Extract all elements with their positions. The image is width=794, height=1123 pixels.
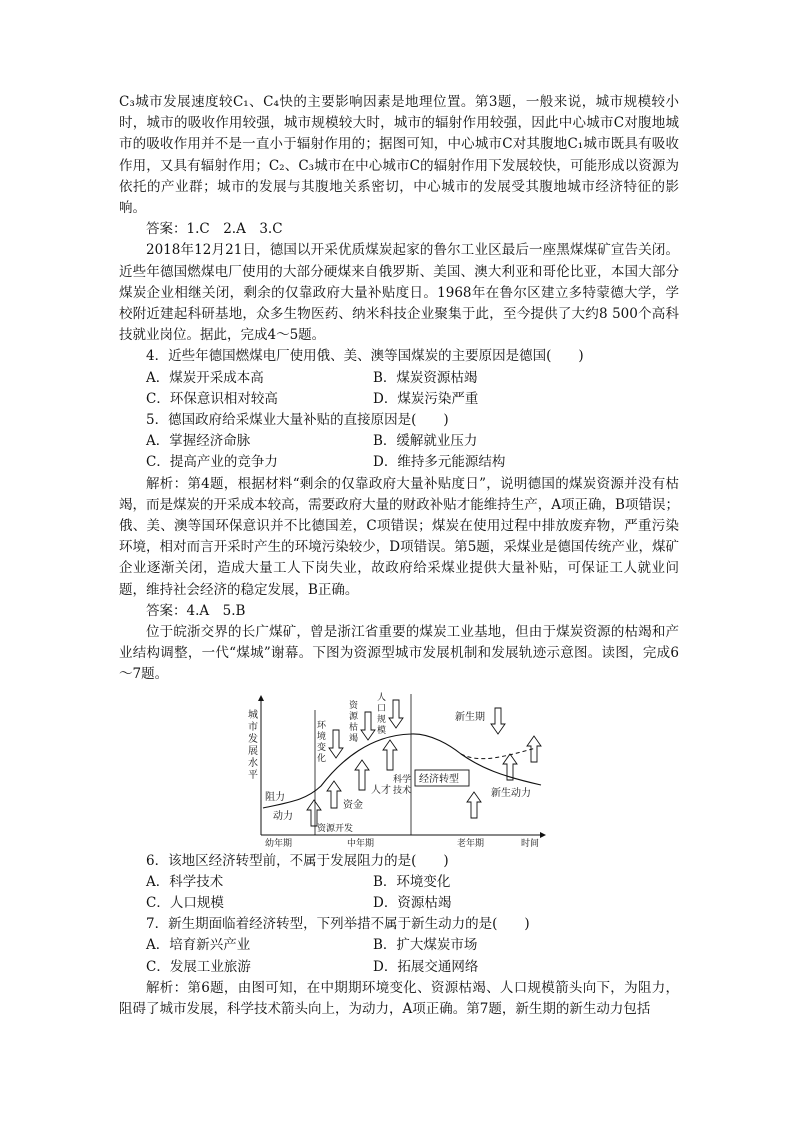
options-6-row1: [119, 872, 679, 893]
options-7-row1: [119, 935, 679, 956]
new-growth-curve: [461, 748, 536, 759]
option-7d: D．拓展交通网络: [373, 958, 479, 975]
options-5-row2: [119, 452, 679, 473]
env-char-1: 环: [317, 720, 327, 731]
label-tech-1: 科学: [393, 774, 412, 785]
option-6c: C．人口规模: [146, 895, 224, 912]
arrow-up-resource: [307, 800, 321, 826]
arrow-up-capital: [327, 781, 341, 808]
label-talent: 人才: [371, 784, 391, 796]
paragraph-explanation-1: C₃城市发展速度较C₁、C₄快的主要影响因素是地理位置。第3题，一般来说，城市规模较小时，城市的吸收作用较强，城市规模较大时，城市的辐射作用较强，因此中心城市C对腹地城市的吸收作用并不是一直小于辐射作用的；据图可知，中心城市C对其腹地C₁城市既具有吸收作用，又具有辐射作用；C₂、C₃城市在中心城市C的辐射作用下发展较快，可能形成以资源为依托的产业群；城市的发展与其腹地关系密切，中心城市的发展受其腹地城市经济特征的影响。: [119, 94, 679, 217]
answer-2: 答案：4.A 5.B: [146, 602, 246, 619]
options-5-row1: [119, 431, 679, 452]
question-6: 6．该地区经济转型前，不属于发展阻力的是( ): [146, 852, 449, 869]
option-5d: D．维持多元能源结构: [373, 454, 506, 471]
option-5c: C．提高产业的竞争力: [146, 454, 278, 471]
material-3: 位于皖浙交界的长广煤矿，曾是浙江省重要的煤炭工业基地，但由于煤炭资源的枯竭和产业结构调整，一代“煤城”谢幕。下图为资源型城市发展机制和发展轨迹示意图。读图，完成6～7题。: [119, 624, 679, 683]
option-4b: B．煤炭资源枯竭: [373, 369, 478, 386]
pop-char-3: 规: [377, 714, 387, 725]
option-6b: B．环境变化: [373, 873, 451, 890]
option-7c: C．发展工业旅游: [146, 958, 251, 975]
label-tech-2: 技术: [393, 785, 412, 796]
resource-city-diagram: [248, 690, 551, 849]
label-stage-old: 老年期: [457, 838, 485, 849]
label-axis-time: 时间: [521, 838, 540, 849]
question-5: 5．德国政府给采煤业大量补贴的直接原因是( ): [146, 412, 449, 429]
figure-resource-city: [119, 690, 679, 848]
option-6d: D．资源枯竭: [373, 895, 452, 912]
explanation-2: 解析：第4题，根据材料“剩余的仅靠政府大量补贴度日”，说明德国的煤炭资源并没有枯竭，而是煤炭的开采成本较高，需要政府大量的财政补贴才能维持生产，A项正确，B项错误；俄、美、澳等国环保意识并不比德国差，C项错误；煤炭在使用过程中排放废弃物，严重污染环境，相对而言开采时产生的环境污染较少，D项错误。第5题，采煤业是德国传统产业，煤矿企业逐渐关闭，造成大量工人下岗失业，故政府给采煤业提供大量补贴，可保证工人就业问题，维持社会经济的稳定发展，B正确。: [119, 475, 679, 598]
arrow-up-talent: [355, 760, 369, 790]
pop-char-4: 模: [377, 725, 387, 736]
question-4: 4．近些年德国燃煤电厂使用俄、美、澳等国煤炭的主要原因是德国( ): [146, 348, 584, 365]
arrow-down-new: [491, 708, 505, 734]
pop-char-1: 人: [377, 692, 387, 703]
label-stage-mid: 中年期: [347, 838, 375, 849]
options-7-row2: [119, 957, 679, 978]
y-axis-label: [248, 708, 258, 781]
label-resistance: 阻力: [265, 791, 285, 803]
res-char-3: 枯: [349, 722, 359, 733]
arrow-down-pop: [389, 700, 403, 728]
label-new-period: 新生期: [455, 711, 485, 723]
label-resource-dev: 资源开发: [317, 823, 354, 834]
label-econ-transform: 经济转型: [419, 773, 459, 785]
label-capital: 资金: [343, 799, 363, 811]
label-res-exhaust: [349, 699, 359, 744]
answer-1: 答案：1.C 2.A 3.C: [146, 221, 283, 238]
options-4-row2: [119, 389, 679, 410]
document-page: [119, 92, 679, 1020]
options-4-row1: [119, 368, 679, 389]
ylabel-char-2: 市: [248, 721, 258, 733]
label-env-change: [317, 720, 327, 764]
label-new-power: 新生动力: [491, 787, 531, 799]
option-4d: D．煤炭污染严重: [373, 390, 479, 407]
res-char-4: 竭: [349, 733, 359, 744]
arrow-up-new-1: [503, 754, 517, 780]
option-4c: C．环保意识相对较高: [146, 390, 278, 407]
label-pop-scale: [377, 691, 386, 736]
ylabel-char-3: 发: [248, 733, 258, 745]
arrow-up-tech: [383, 740, 397, 770]
material-2: 2018年12月21日，德国以开采优质煤炭起家的鲁尔工业区最后一座黑煤煤矿宣告关闭。近些年德国燃煤电厂使用的大部分硬煤来自俄罗斯、美国、澳大利亚和哥伦比亚，本国大部分煤炭企业相继关闭，剩余的仅靠政府大量补贴度日。1968年在鲁尔区建立多特蒙德大学，学校附近建起科研基地，众多生物医药、纳米科技企业聚集于此，至今提供了大约8 500个高科技就业岗位。据此，完成4～5题。: [119, 242, 679, 344]
question-7: 7．新生期面临着经济转型，下列举措不属于新生动力的是( ): [146, 916, 530, 933]
env-char-4: 化: [317, 753, 327, 764]
pop-char-2: 口: [377, 703, 387, 714]
option-7b: B．扩大煤炭市场: [373, 937, 478, 954]
explanation-3: 解析：第6题，由图可知，在中期期环境变化、资源枯竭、人口规模箭头向下，为阻力，阻碍了城市发展，科学技术箭头向上，为动力，A项正确。第7题，新生期的新生动力包括: [119, 979, 679, 1017]
arrow-up-new-2: [527, 736, 541, 762]
ylabel-char-4: 展: [248, 745, 258, 757]
arrow-down-env: [329, 730, 343, 758]
ylabel-char-5: 水: [248, 757, 258, 769]
res-char-1: 资: [349, 700, 359, 711]
option-6a: A．科学技术: [146, 873, 224, 890]
env-char-3: 变: [317, 742, 327, 753]
label-power: 动力: [273, 810, 293, 822]
option-4a: A．煤炭开采成本高: [146, 369, 264, 386]
option-5a: A．掌握经济命脉: [146, 433, 251, 450]
res-char-2: 源: [349, 711, 359, 722]
ylabel-char-1: 城: [248, 709, 258, 721]
label-stage-young: 幼年期: [265, 838, 293, 849]
env-char-2: 境: [317, 731, 327, 742]
ylabel-char-6: 平: [248, 769, 258, 781]
arrow-down-res: [361, 712, 375, 740]
option-5b: B．缓解就业压力: [373, 433, 478, 450]
options-6-row2: [119, 893, 679, 914]
arrow-up-new-3: [467, 792, 481, 818]
option-7a: A．培育新兴产业: [146, 937, 251, 954]
